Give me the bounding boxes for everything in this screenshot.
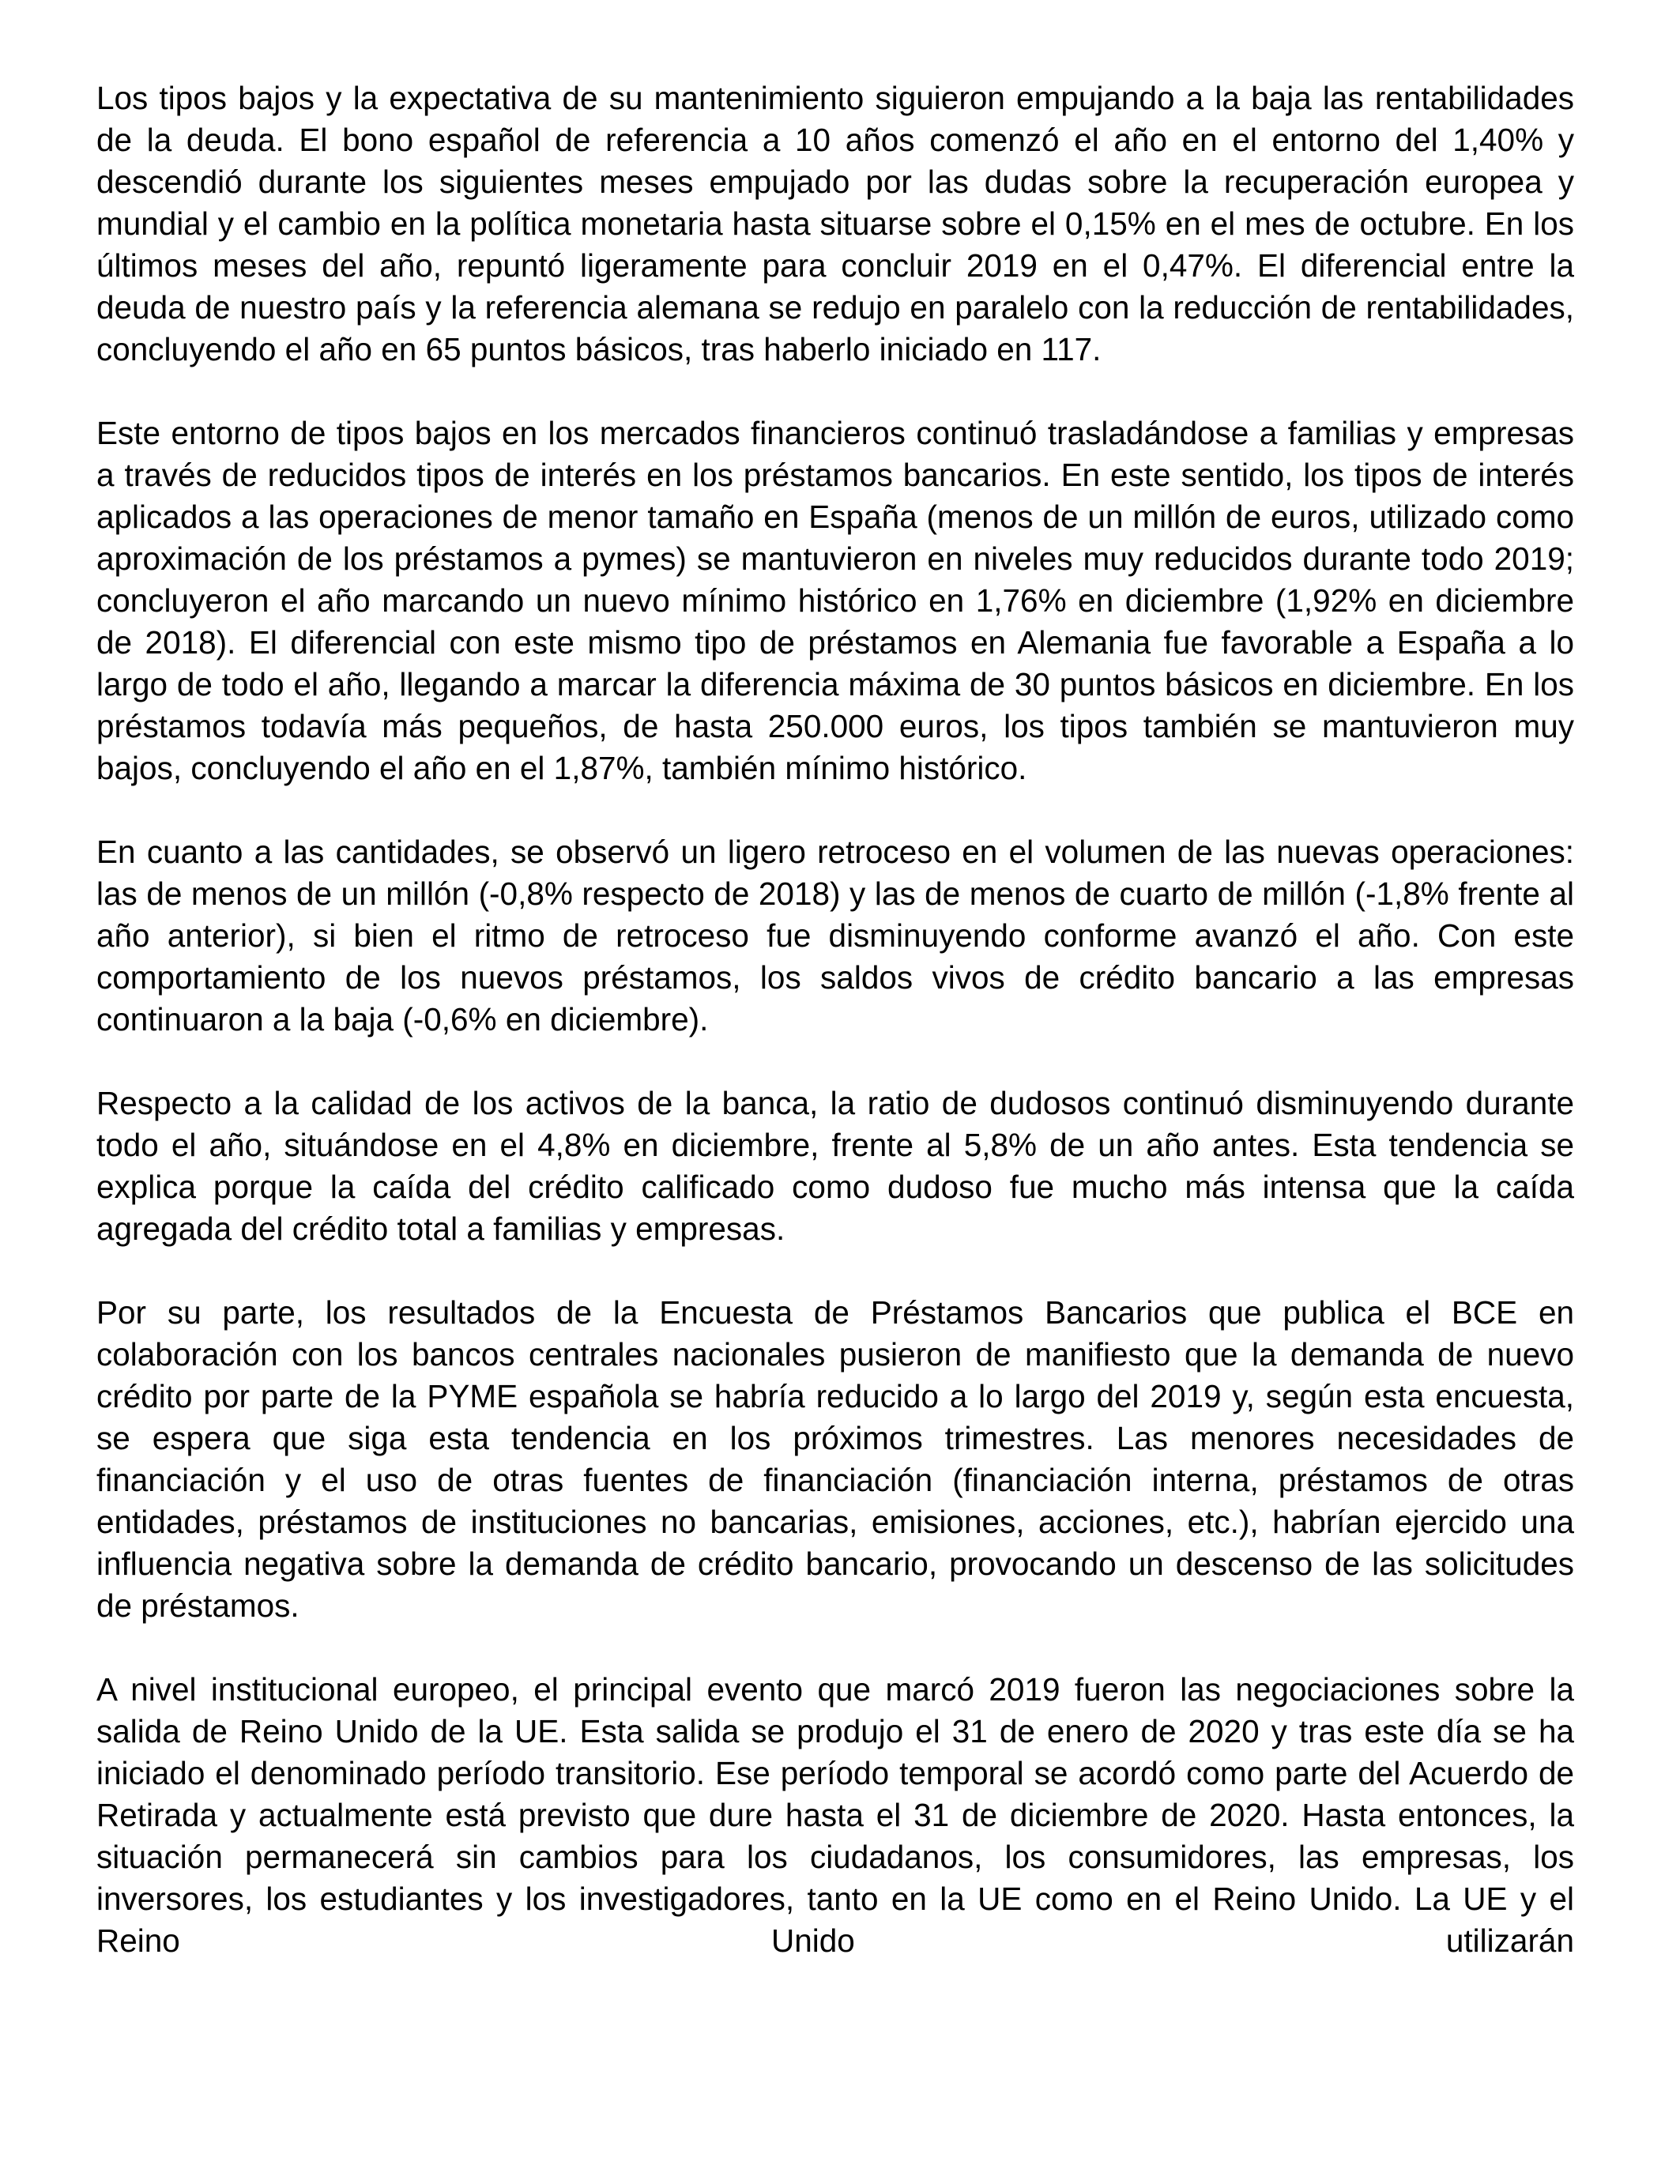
paragraph-cantidades: En cuanto a las cantidades, se observó un ligero retroceso en el volumen de las nuevas operaciones: las de menos de un millón (-0,8% respecto de 2018) y las de menos de cuarto de millón (-1,8% frente al año anterior), si bien el ritmo de retroceso fue disminuyendo conforme avanzó el año. Con este comportamiento de los nuevos préstamos, los saldos vivos de crédito bancario a las empresas continuaron a la baja (-0,6% en diciembre). — [96, 834, 1574, 1037]
paragraph-deuda-rentabilidades: Los tipos bajos y la expectativa de su mantenimiento siguieron empujando a la baja las rentabilidades de la deuda. El bono español de referencia a 10 años comenzó el año en el entorno del 1,40% y descendió durante los siguientes meses empujado por las dudas sobre la recuperación europea y mundial y el cambio en la política monetaria hasta situarse sobre el 0,15% en el mes de octubre. En los últimos meses del año, repuntó ligeramente para concluir 2019 en el 0,47%. El diferencial entre la deuda de nuestro país y la referencia alemana se redujo en paralelo con la reducción de rentabilidades, concluyendo el año en 65 puntos básicos, tras haberlo iniciado en 117. — [96, 80, 1574, 367]
document-page — [96, 77, 1574, 1962]
paragraph-calidad-activos: Respecto a la calidad de los activos de la banca, la ratio de dudosos continuó disminuyendo durante todo el año, situándose en el 4,8% en diciembre, frente al 5,8% de un año antes. Esta tendencia se explica porque la caída del crédito calificado como dudoso fue mucho más intensa que la caída agregada del crédito total a familias y empresas. — [96, 1085, 1574, 1247]
paragraph-brexit: A nivel institucional europeo, el principal evento que marcó 2019 fueron las negociaciones sobre la salida de Reino Unido de la UE. Esta salida se produjo el 31 de enero de 2020 y tras este día se ha iniciado el denominado período transitorio. Ese período temporal se acordó como parte del Acuerdo de Retirada y actualmente está previsto que dure hasta el 31 de diciembre de 2020. Hasta entonces, la situación permanecerá sin cambios para los ciudadanos, los consumidores, las empresas, los inversores, los estudiantes y los investigadores, tanto en la UE como en el Reino Unido. La UE y el Reino Unido utilizarán — [96, 1671, 1574, 1959]
paragraph-encuesta-bce: Por su parte, los resultados de la Encuesta de Préstamos Bancarios que publica el BCE en colaboración con los bancos centrales nacionales pusieron de manifiesto que la demanda de nuevo crédito por parte de la PYME española se habría reducido a lo largo del 2019 y, según esta encuesta, se espera que siga esta tendencia en los próximos trimestres. Las menores necesidades de financiación y el uso de otras fuentes de financiación (financiación interna, préstamos de otras entidades, préstamos de instituciones no bancarias, emisiones, acciones, etc.), habrían ejercido una influencia negativa sobre la demanda de crédito bancario, provocando un descenso de las solicitudes de préstamos. — [96, 1294, 1574, 1624]
paragraph-tipos-prestamos: Este entorno de tipos bajos en los mercados financieros continuó trasladándose a familias y empresas a través de reducidos tipos de interés en los préstamos bancarios. En este sentido, los tipos de interés aplicados a las operaciones de menor tamaño en España (menos de un millón de euros, utilizado como aproximación de los préstamos a pymes) se mantuvieron en niveles muy reducidos durante todo 2019; concluyeron el año marcando un nuevo mínimo histórico en 1,76% en diciembre (1,92% en diciembre de 2018). El diferencial con este mismo tipo de préstamos en Alemania fue favorable a España a lo largo de todo el año, llegando a marcar la diferencia máxima de 30 puntos básicos en diciembre. En los préstamos todavía más pequeños, de hasta 250.000 euros, los tipos también se mantuvieron muy bajos, concluyendo el año en el 1,87%, también mínimo histórico. — [96, 415, 1574, 786]
